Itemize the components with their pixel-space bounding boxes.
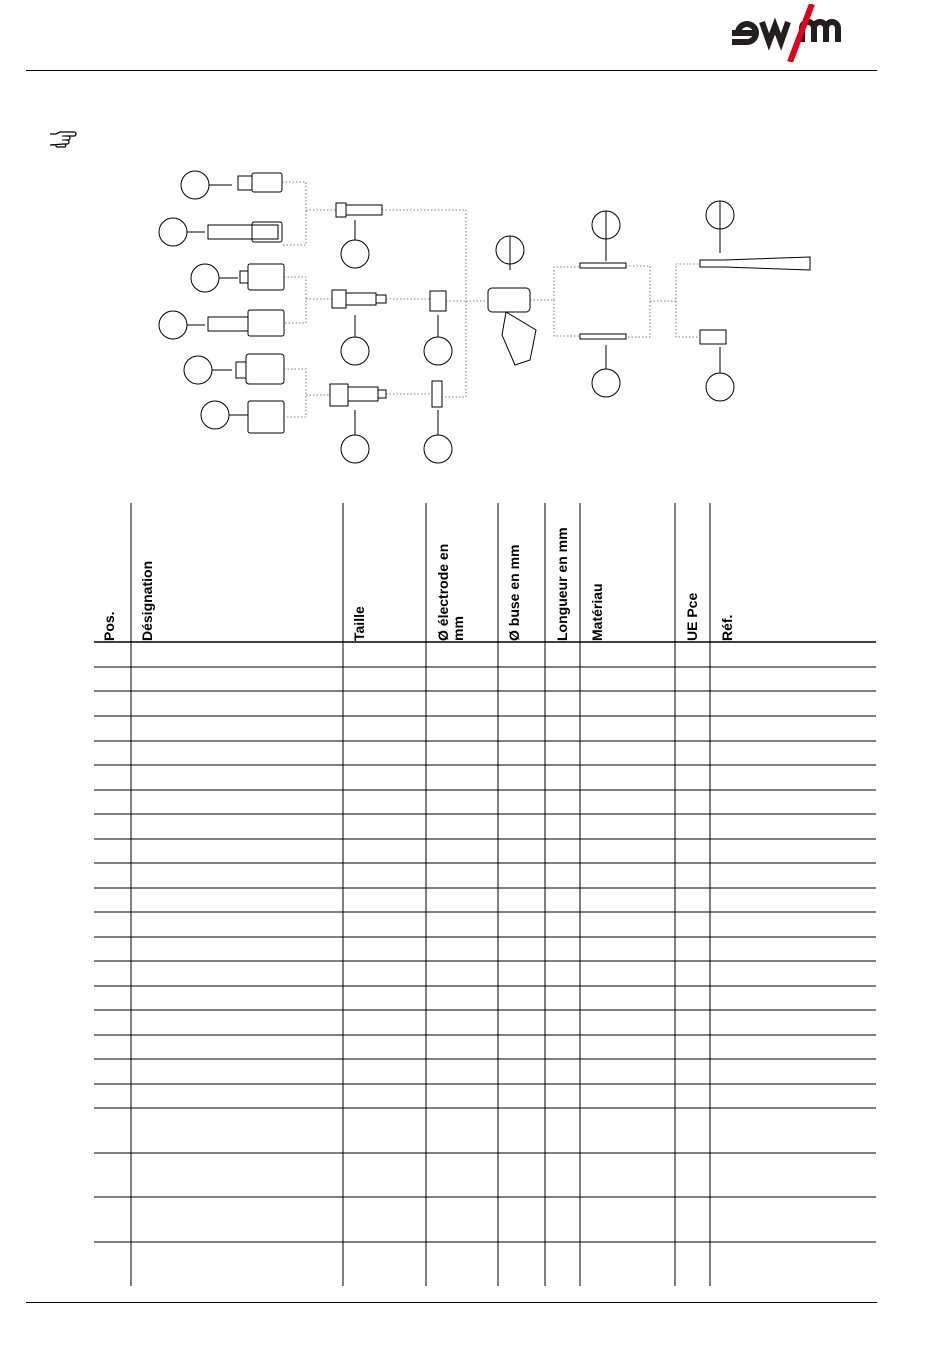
- callout-circle: [184, 356, 212, 384]
- callout-circle: [424, 337, 452, 365]
- col-header-electrode-label: Ø électrode en mm: [435, 543, 466, 641]
- col-header-nozzle-label: Ø buse en mm: [506, 544, 522, 641]
- table-grid: [94, 503, 876, 1286]
- col-header-unit-label: UE Pce: [684, 592, 700, 641]
- parts-table: [94, 503, 876, 1286]
- callout-circle: [341, 435, 369, 463]
- callout-circle: [191, 264, 219, 292]
- col-header-length-label: Longueur en mm: [554, 527, 570, 641]
- ewm-logo: [728, 4, 860, 62]
- header-rule: [26, 70, 877, 71]
- callout-circle: [706, 373, 734, 401]
- footer-rule: [26, 1302, 877, 1303]
- callout-circle: [341, 240, 369, 268]
- callout-circle: [424, 435, 452, 463]
- callout-circle: [592, 369, 620, 397]
- col-header-ref-label: Réf.: [719, 614, 735, 641]
- callout-circle: [201, 401, 229, 429]
- col-header-designation-label: Désignation: [139, 560, 155, 641]
- col-header-pos-label: Pos.: [101, 611, 117, 641]
- callout-circle: [159, 311, 187, 339]
- callout-circle: [159, 218, 187, 246]
- col-header-size-label: Taille: [351, 606, 367, 641]
- pointing-hand-icon: [48, 130, 78, 148]
- col-header-material-label: Matériau: [589, 583, 605, 641]
- callout-circle: [341, 337, 369, 365]
- callout-circle: [181, 171, 209, 199]
- parts-diagram: [150, 165, 830, 470]
